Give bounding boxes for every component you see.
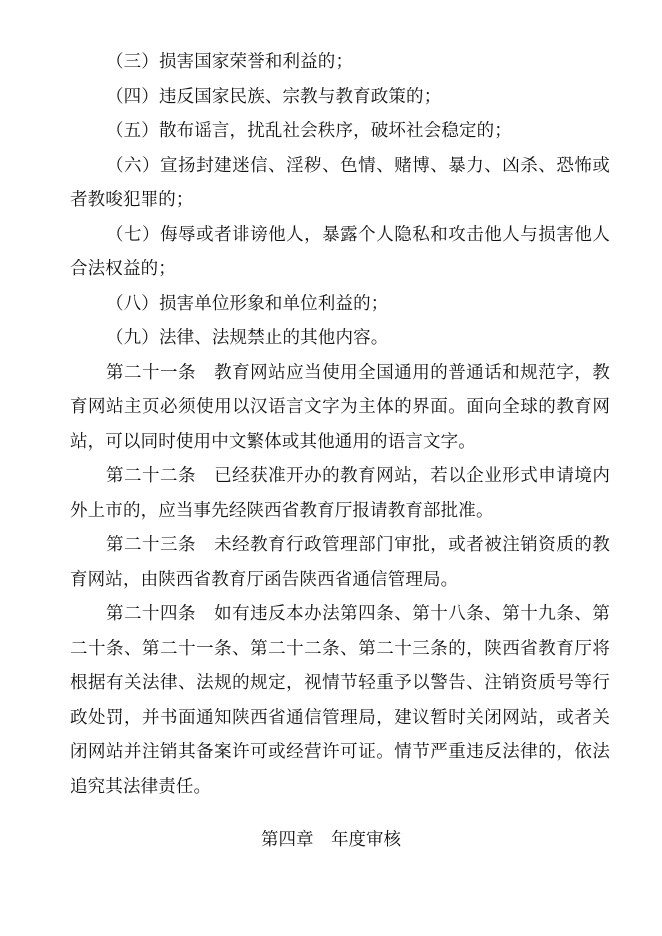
clause-item-6-line-1: （六）宣扬封建迷信、淫秽、色情、赌博、暴力、凶杀、恐怖或 (106, 156, 610, 176)
article-24-line-2: 二十条、第二十一条、第二十二条、第二十三条的，陕西省教育厅将 (70, 639, 610, 659)
article-22-line-2: 外上市的，应当事先经陕西省教育厅报请教育部批准。 (70, 501, 494, 521)
article-21-line-1: 第二十一条 教育网站应当使用全国通用的普通话和规范字，教 (106, 363, 610, 383)
article-21-line-3: 站，可以同时使用中文繁体或其他通用的语言文字。 (70, 432, 476, 452)
chapter-heading: 第四章 年度审核 (261, 830, 401, 850)
clause-item-9: （九）法律、法规禁止的其他内容。 (106, 328, 389, 348)
article-23-line-1: 第二十三条 未经教育行政管理部门审批，或者被注销资质的教 (106, 535, 610, 555)
clause-item-8: （八）损害单位形象和单位利益的； (106, 294, 389, 314)
article-24-line-4: 政处罚，并书面通知陕西省通信管理局，建议暂时关闭网站，或者关 (70, 708, 610, 728)
clause-item-7-line-1: （七）侮辱或者诽谤他人，暴露个人隐私和攻击他人与损害他人 (106, 225, 610, 245)
article-24-line-3: 根据有关法律、法规的规定，视情节轻重予以警告、注销资质号等行 (70, 673, 610, 693)
clause-item-5: （五）散布谣言，扰乱社会秩序，破坏社会稳定的； (106, 121, 512, 141)
article-24-line-1: 第二十四条 如有违反本办法第四条、第十八条、第十九条、第 (106, 604, 610, 624)
article-23-line-2: 育网站，由陕西省教育厅函告陕西省通信管理局。 (70, 570, 459, 590)
article-21-line-2: 育网站主页必须使用以汉语言文字为主体的界面。面向全球的教育网 (70, 397, 610, 417)
clause-item-3: （三）损害国家荣誉和利益的； (106, 52, 354, 72)
clause-item-6-line-2: 者教唆犯罪的； (70, 190, 194, 210)
clause-item-7-line-2: 合法权益的； (70, 259, 176, 279)
article-22-line-1: 第二十二条 已经获准开办的教育网站，若以企业形式申请境内 (106, 466, 610, 486)
clause-item-4: （四）违反国家民族、宗教与教育政策的； (106, 87, 442, 107)
article-24-line-6: 追究其法律责任。 (70, 777, 212, 797)
article-24-line-5: 闭网站并注销其备案许可或经营许可证。情节严重违反法律的，依法 (70, 742, 610, 762)
